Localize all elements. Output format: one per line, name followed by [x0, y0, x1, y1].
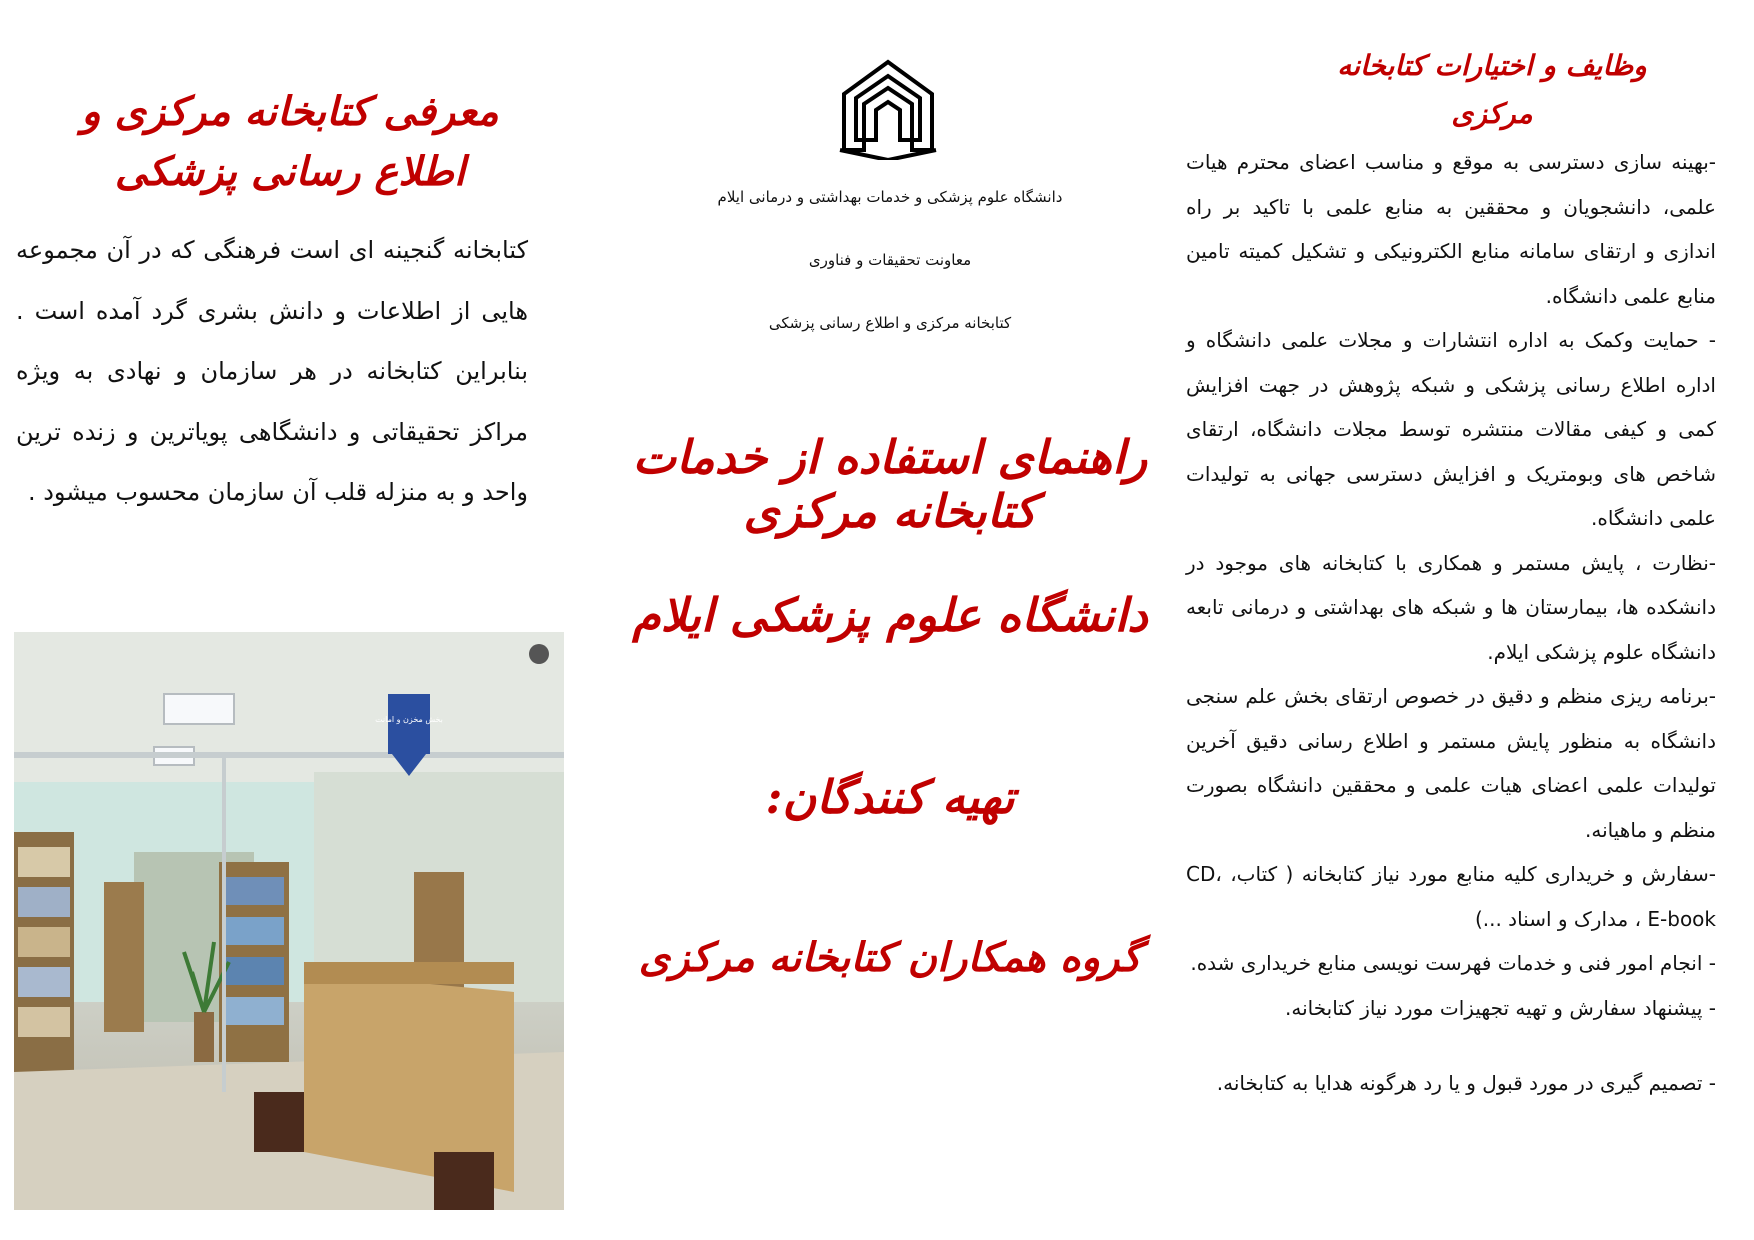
library-intro-text: کتابخانه گنجینه ای است فرهنگی که در آن مجموعه هایی از اطلاعات و دانش بشری گرد آمده است . بنابراین کتابخانه در هر سازمان و نهادی به ویژه مراکز تحقیقاتی و دانشگاهی پویاترین و زنده ترین واحد و به منزله قلب آن سازمان محسوب میشود . — [16, 236, 528, 506]
duty-item: - حمایت وکمک به اداره انتشارات و مجلات علمی دانشگاه و اداره اطلاع رسانی پزشکی و شبکه پژوهش در جهت افزایش کمی و کیفی مقالات منتشره توسط مجلات دانشگاه، ارتقای شاخص های وبومتریک و افزایش دسترسی جهانی به تولیدات علمی دانشگاه. — [1186, 328, 1716, 530]
deputy-name: معاونت تحقیقات و فناوری — [808, 251, 972, 269]
university-emblem-icon — [836, 58, 940, 160]
duties-title: وظایف و اختیارات کتابخانه مرکزی — [1337, 49, 1647, 130]
guide-title: راهنمای استفاده از خدمات کتابخانه مرکزی — [632, 430, 1148, 538]
group-credit: گروه همکاران کتابخانه مرکزی — [638, 934, 1142, 981]
left-panel — [0, 0, 580, 1240]
photo-sign-text: بخش مخزن و امانت — [375, 715, 443, 724]
library-photo-illustration — [14, 632, 564, 1210]
duty-item: -سفارش و خریداری کلیه منابع مورد نیاز کتابخانه ( کتاب، CD، E-book ، مدارک و اسناد ...) — [1186, 862, 1716, 931]
library-intro-title: معرفی کتابخانه مرکزی و اطلاع رسانی پزشکی — [81, 88, 499, 195]
duty-item: -بهینه سازی دسترسی به موقع و مناسب اعضای محترم هیات علمی، دانشجویان و محققین به منابع علمی با تاکید بر راه اندازی و ارتقای سامانه منابع الکترونیکی و تشکیل کمیته تامین منابع علمی دانشگاه. — [1186, 150, 1716, 308]
university-title: دانشگاه علوم پزشکی ایلام — [632, 588, 1148, 642]
duty-item: - تصمیم گیری در مورد قبول و یا رد هرگونه هدایا به کتابخانه. — [1216, 1071, 1716, 1095]
right-panel — [1172, 0, 1732, 1240]
university-logo — [836, 58, 940, 160]
prepared-by-label: تهیه کنندگان: — [765, 770, 1015, 824]
center-panel — [620, 0, 1160, 1240]
duty-item: -برنامه ریزی منظم و دقیق در خصوص ارتقای بخش علم سنجی دانشگاه به منظور پایش مستمر و اطلاع رسانی دقیق آخرین تولیدات علمی اعضای هیات علمی و محققین دانشگاه بصورت منظم و ماهیانه. — [1186, 684, 1716, 842]
duty-item: -نظارت ، پایش مستمر و همکاری با کتابخانه های موجود در دانشکده ها، بیمارستان ها و شبکه های بهداشتی و درمانی تابعه دانشگاه علوم پزشکی ایلام. — [1186, 550, 1716, 664]
duty-item: - پیشنهاد سفارش و تهیه تجهیزات مورد نیاز کتابخانه. — [1285, 995, 1716, 1020]
duty-item: - انجام امور فنی و خدمات فهرست نویسی منابع خریداری شده. — [1190, 951, 1716, 975]
duties-list — [1186, 140, 1716, 1114]
library-name: کتابخانه مرکزی و اطلاع رسانی پزشکی — [768, 314, 1012, 332]
library-interior-photo — [14, 632, 564, 1210]
university-name: دانشگاه علوم پزشکی و خدمات بهداشتی و درمانی ایلام — [717, 188, 1063, 206]
